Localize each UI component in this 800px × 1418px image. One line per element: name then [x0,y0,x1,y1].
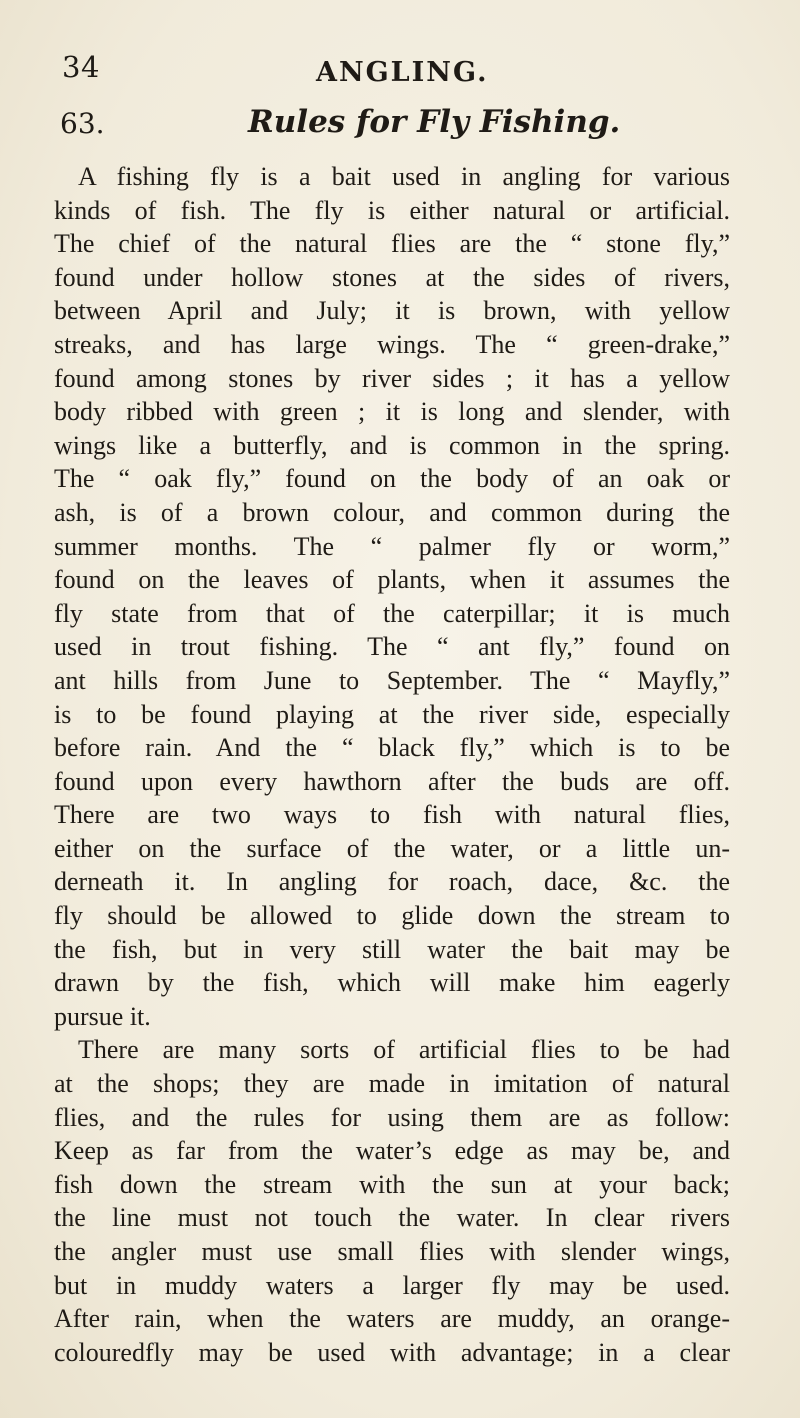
text-line: The chief of the natural flies are the “ stone fly,” [54,229,730,259]
text-line: drawn by the fish, which will make him eagerly [54,968,730,998]
text-line: kinds of fish. The fly is either natural or artificial. [54,195,730,225]
text-line: ant hills from June to September. The “ Mayfly,” [54,665,730,695]
text-line: fly should be allowed to glide down the stream to [54,901,730,931]
text-line: derneath it. In angling for roach, dace, &c. the [54,867,730,897]
text-line: summer months. The “ palmer fly or worm,” [54,531,730,561]
text-line: the angler must use small flies with slender wings, [54,1237,730,1266]
text-line: is to be found playing at the river side, especially [54,699,730,729]
text-line: found under hollow stones at the sides of rivers, [54,262,730,292]
text-line: before rain. And the “ black fly,” which is to be [54,733,730,763]
text-line: ash, is of a brown colour, and common during the [54,497,730,527]
text-line: fly state from that of the caterpillar; it is much [54,598,730,628]
section-number: 63. [60,107,105,140]
text-line: flies, and the rules for using them are as follow: [54,1102,730,1132]
text-line: There are two ways to fish with natural flies, [54,800,730,830]
text-line: but in muddy waters a larger fly may be used. [54,1270,730,1300]
text-line: A fishing fly is a bait used in angling for various [78,162,730,191]
paragraph [54,1033,730,1369]
text-line: the line must not touch the water. In clear rivers [54,1203,730,1233]
text-line: found among stones by river sides ; it has a yellow [54,363,730,393]
text-line: body ribbed with green ; it is long and slender, with [54,397,730,427]
text-line: pursue it. [54,1001,151,1031]
text-line: colouredfly may be used with advantage; in a clear [54,1337,730,1367]
paragraph [54,160,730,1033]
text-line: either on the surface of the water, or a little un- [54,833,730,863]
section-title: Rules for Fly Fishing. [248,104,621,140]
text-line: at the shops; they are made in imitation of natural [54,1069,730,1099]
text-line: between April and July; it is brown, with yellow [54,296,730,326]
text-line: wings like a butterfly, and is common in the spring. [54,430,730,460]
text-line: used in trout fishing. The “ ant fly,” found on [54,632,730,662]
text-line: fish down the stream with the sun at your back; [54,1169,730,1199]
text-line: found on the leaves of plants, when it assumes the [54,565,730,595]
text-line: Keep as far from the water’s edge as may be, and [54,1136,730,1166]
text-line: After rain, when the waters are muddy, an orange- [54,1304,730,1334]
text-line: The “ oak fly,” found on the body of an oak or [54,464,730,494]
text-line: the fish, but in very still water the bait may be [54,934,730,964]
page-number: 34 [62,50,100,84]
text-line: streaks, and has large wings. The “ green-drake,” [54,329,730,359]
body-text [54,160,730,1369]
text-line: found upon every hawthorn after the buds are off. [54,766,730,796]
running-title: ANGLING. [316,57,489,88]
text-line: There are many sorts of artificial flies to be had [78,1035,730,1065]
